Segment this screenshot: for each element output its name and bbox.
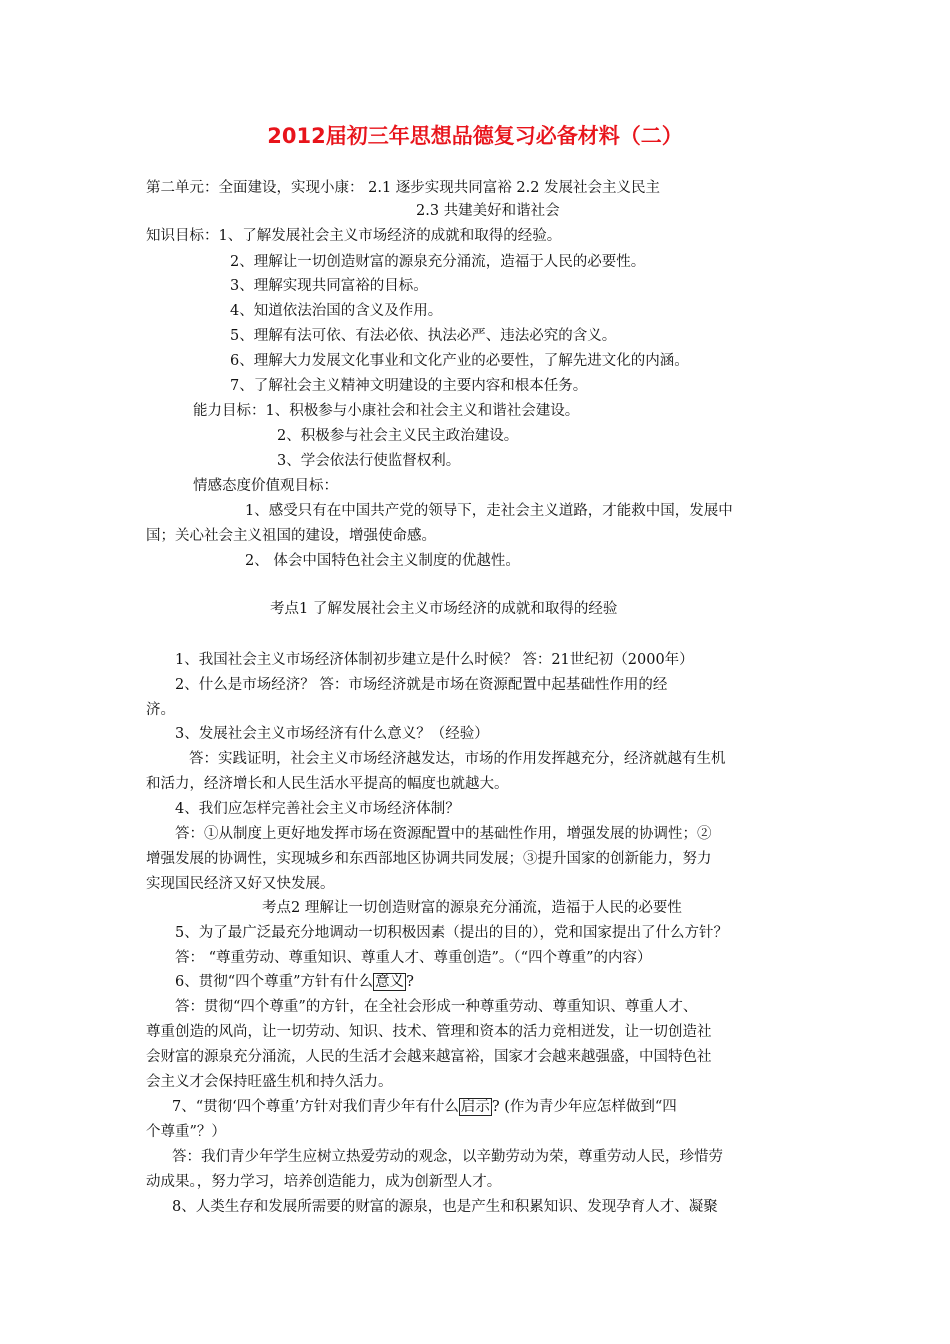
ability-goal: 能力目标：1、积极参与小康社会和社会主义和谐社会建设。 xyxy=(193,403,580,419)
answer: 和活力，经济增长和人民生活水平提高的幅度也就越大。 xyxy=(146,776,509,792)
question: 5、为了最广泛最充分地调动一切积极因素（提出的目的），党和国家提出了什么方针？ xyxy=(175,925,728,941)
page-title: 2012届初三年思想品德复习必备材料（二） xyxy=(267,124,683,148)
attitude-title: 情感态度价值观目标： xyxy=(193,478,338,494)
answer: 答：我们青少年学生应树立热爱劳动的观念，以辛勤劳动为荣，尊重劳动人民，珍惜劳 xyxy=(172,1149,723,1165)
answer: 增强发展的协调性，实现城乡和东西部地区协调共同发展；③提升国家的创新能力，努力 xyxy=(146,851,712,867)
knowledge-goal: 知识目标：1、了解发展社会主义市场经济的成就和取得的经验。 xyxy=(146,228,562,244)
boxed-keyword: 意义 xyxy=(375,974,405,990)
section-heading: 考点2 理解让一切创造财富的源泉充分涌流，造福于人民的必要性 xyxy=(262,900,682,916)
answer: 会财富的源泉充分涌流，人民的生活才会越来越富裕，国家才会越来越强盛，中国特色社 xyxy=(146,1049,712,1065)
attitude-goal: 国；关心社会主义祖国的建设，增强使命感。 xyxy=(146,528,436,544)
answer: 答：①从制度上更好地发挥市场在资源配置中的基础性作用，增强发展的协调性；② xyxy=(175,826,712,842)
answer: 答：贯彻“四个尊重”的方针，在全社会形成一种尊重劳动、尊重知识、尊重人才、 xyxy=(175,999,698,1015)
question xyxy=(172,1097,677,1117)
question xyxy=(175,972,414,992)
knowledge-goal: 3、理解实现共同富裕的目标。 xyxy=(230,278,428,294)
attitude-goal: 2、 体会中国特色社会主义制度的优越性。 xyxy=(245,553,520,569)
answer: 实现国民经济又好又快发展。 xyxy=(146,876,335,892)
unit-line: 第二单元：全面建设，实现小康： 2.1 逐步实现共同富裕 2.2 发展社会主义民主 xyxy=(146,180,661,196)
answer: 尊重创造的风尚，让一切劳动、知识、技术、管理和资本的活力竞相迸发，让一切创造社 xyxy=(146,1024,712,1040)
question: 3、发展社会主义市场经济有什么意义？（经验） xyxy=(175,726,489,742)
question: 2、什么是市场经济？ 答：市场经济就是市场在资源配置中起基础性作用的经 xyxy=(175,677,668,693)
unit-line-2: 2.3 共建美好和谐社会 xyxy=(416,203,560,219)
answer: 动成果。，努力学习，培养创造能力，成为创新型人才。 xyxy=(146,1174,502,1190)
question-text: 6、贯彻“四个尊重”方针有什么 xyxy=(175,974,374,990)
answer: 答： “尊重劳动、尊重知识、尊重人才、尊重创造”。（“四个尊重”的内容） xyxy=(175,950,652,966)
question: 8、人类生存和发展所需要的财富的源泉，也是产生和积累知识、发现孕育人才、凝聚 xyxy=(172,1199,718,1215)
answer: 济。 xyxy=(146,702,175,718)
knowledge-goal: 4、知道依法治国的含义及作用。 xyxy=(230,303,443,319)
knowledge-goal: 7、了解社会主义精神文明建设的主要内容和根本任务。 xyxy=(230,378,588,394)
ability-goal: 2、积极参与社会主义民主政治建设。 xyxy=(277,428,519,444)
boxed-keyword: 启示 xyxy=(460,1099,490,1115)
answer: 答：实践证明，社会主义市场经济越发达，市场的作用发挥越充分，经济就越有生机 xyxy=(189,751,726,767)
question-text: ? xyxy=(406,974,414,990)
knowledge-goal: 2、理解让一切创造财富的源泉充分涌流，造福于人民的必要性。 xyxy=(230,254,646,270)
question: 4、我们应怎样完善社会主义市场经济体制？ xyxy=(175,801,460,817)
knowledge-goal: 6、理解大力发展文化事业和文化产业的必要性，了解先进文化的内涵。 xyxy=(230,353,689,369)
answer: 会主义才会保持旺盛生机和持久活力。 xyxy=(146,1074,393,1090)
question-text: ? (作为青少年应怎样做到“四 xyxy=(491,1099,677,1115)
question: 1、我国社会主义市场经济体制初步建立是什么时候？ 答：21世纪初（2000年） xyxy=(175,652,694,668)
ability-goal: 3、学会依法行使监督权利。 xyxy=(277,453,461,469)
knowledge-goal: 5、理解有法可依、有法必依、执法必严、违法必究的含义。 xyxy=(230,328,617,344)
question-text: 7、“贯彻‘四个尊重’方针对我们青少年有什么 xyxy=(172,1099,459,1115)
attitude-goal: 1、感受只有在中国共产党的领导下，走社会主义道路，才能救中国，发展中 xyxy=(245,503,733,519)
question: 个尊重”？） xyxy=(146,1124,226,1140)
section-heading: 考点1 了解发展社会主义市场经济的成就和取得的经验 xyxy=(270,601,618,617)
